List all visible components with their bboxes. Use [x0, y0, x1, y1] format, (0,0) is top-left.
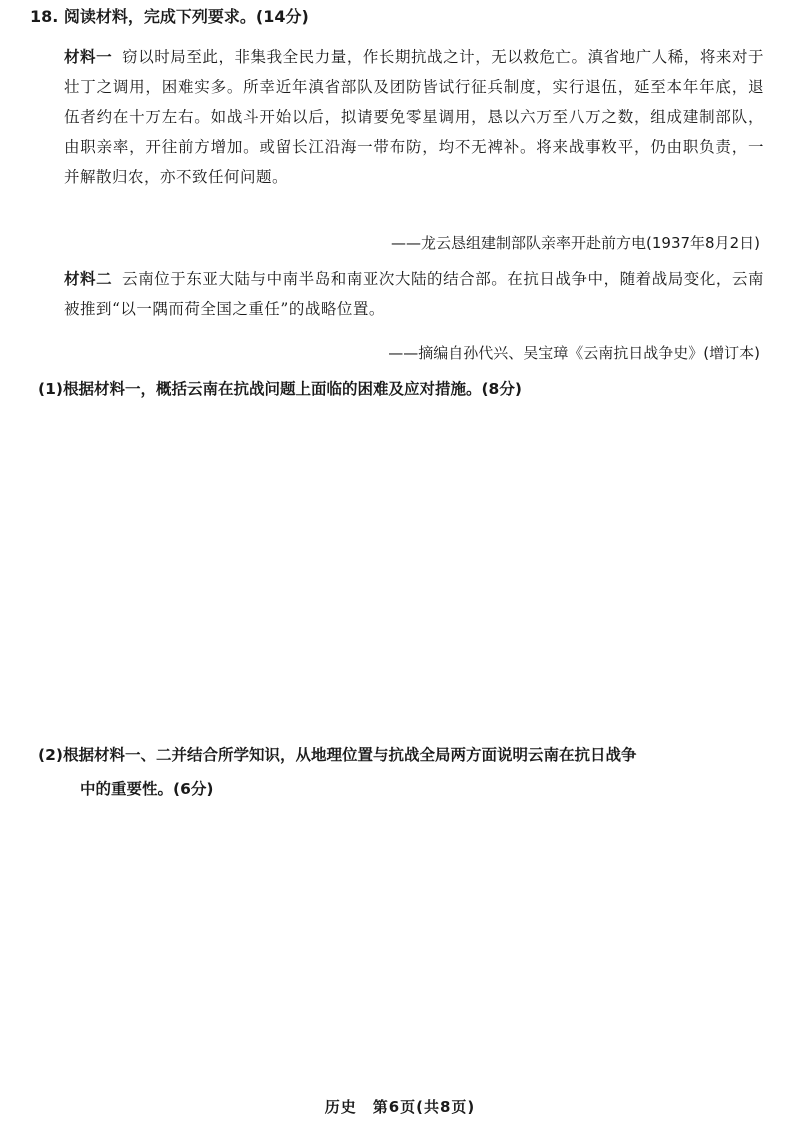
page-footer: 历史 第6页(共8页) [324, 1098, 476, 1116]
material-2-source: ——摘编自孙代兴、吴宝璋《云南抗日战争史》(增订本) [388, 344, 760, 362]
sub-question-2-line-1: (2)根据材料一、二并结合所学知识，从地理位置与抗战全局两方面说明云南在抗日战争 [38, 746, 637, 764]
material-2 [64, 264, 764, 324]
sub-question-1: (1)根据材料一，概括云南在抗战问题上面临的困难及应对措施。(8分) [38, 380, 522, 398]
material-1-text: 窃以时局至此，非集我全民力量，作长期抗战之计，无以救危亡。滇省地广人稀，将来对于壮丁之调用，困难实多。所幸近年滇省部队及团防皆试行征兵制度，实行退伍，延至本年年底，退伍者约在十万左右。如战斗开始以后，拟请要免零星调用，恳以六万至八万之数，组成建制部队，由职亲率，开往前方增加。或留长江沿海一带布防，均不无裨补。将来战事敉平，仍由职负责，一并解散归农，亦不致任何问题。 [64, 48, 764, 186]
material-1-label: 材料一 [64, 48, 113, 66]
sub-question-2-line-2: 中的重要性。(6分) [80, 780, 214, 798]
answer-space-2[interactable] [60, 812, 760, 1082]
material-1 [64, 42, 764, 192]
answer-space-1[interactable] [60, 410, 760, 730]
material-2-text: 云南位于东亚大陆与中南半岛和南亚次大陆的结合部。在抗日战争中，随着战局变化，云南被推到“以一隅而荷全国之重任”的战略位置。 [64, 270, 764, 318]
material-2-label: 材料二 [64, 270, 113, 288]
question-title: 18. 阅读材料，完成下列要求。(14分) [30, 7, 309, 26]
material-1-source: ——龙云恳组建制部队亲率开赴前方电(1937年8月2日) [391, 234, 760, 252]
